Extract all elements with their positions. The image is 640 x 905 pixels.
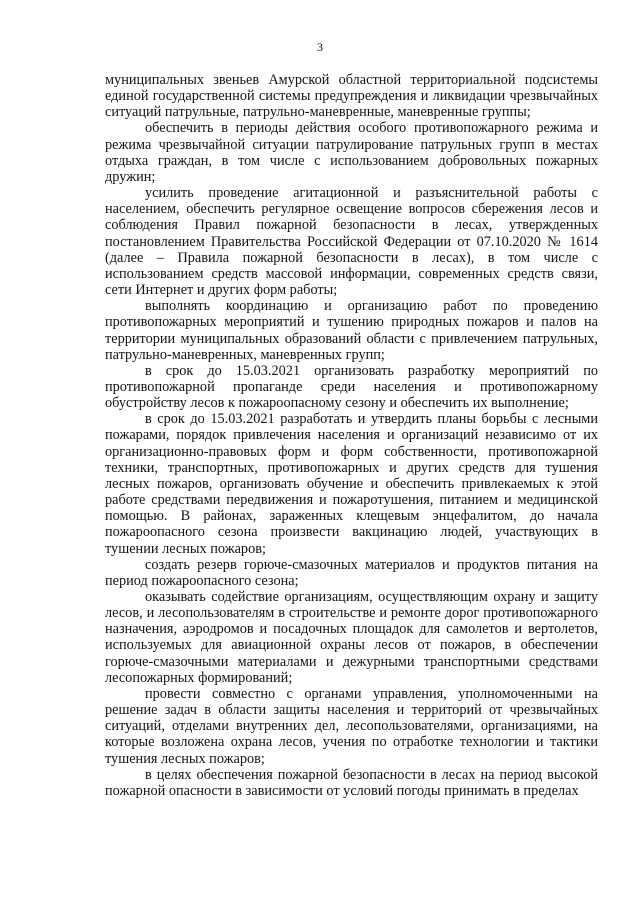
paragraph-2: обеспечить в периоды действия особого противопожарного режима и режима чрезвычайной ситуации патрулирование патрульных групп в местах отдыха граждан, в том числе с использованием добровольных пожарных дружин; — [105, 120, 598, 185]
paragraph-4: выполнять координацию и организацию работ по проведению противопожарных мероприятий и тушению природных пожаров и палов на территории муниципальных образований области с привлечением патрульных, патрульно-маневренных, маневренных групп; — [105, 298, 598, 363]
paragraph-3: усилить проведение агитационной и разъяснительной работы с населением, обеспечить регулярное освещение вопросов сбережения лесов и соблюдения Правил пожарной безопасности в лесах, утвержденных постановлением Правительства Российской Федерации от 07.10.2020 № 1614 (далее – Правила пожарной безопасности в лесах), в том числе с использованием средств массовой информации, современных средств связи, сети Интернет и других форм работы; — [105, 185, 598, 299]
page-number: 3 — [317, 40, 323, 54]
paragraph-8: оказывать содействие организациям, осуществляющим охрану и защиту лесов, и лесопользователям в строительстве и ремонте дорог противопожарного назначения, аэродромов и посадочных площадок для самолетов и вертолетов, используемых для авиационной охраны лесов от пожаров, в обеспечении горюче-смазочными материалами и дежурными транспортными средствами лесопожарных формирований; — [105, 589, 598, 686]
paragraph-6: в срок до 15.03.2021 разработать и утвердить планы борьбы с лесными пожарами, порядок привлечения населения и организаций независимо от их организационно-правовых форм и форм собственности, противопожарной техники, транспортных, противопожарных и других средств для тушения лесных пожаров, организовать обучение и обеспечить привлекаемых к этой работе средствами передвижения и пожаротушения, питанием и медицинской помощью. В районах, зараженных клещевым энцефалитом, до начала пожароопасного сезона произвести вакцинацию людей, участвующих в тушении лесных пожаров; — [105, 411, 598, 557]
paragraph-7: создать резерв горюче-смазочных материалов и продуктов питания на период пожароопасного сезона; — [105, 556, 598, 589]
paragraph-5: в срок до 15.03.2021 организовать разработку мероприятий по противопожарной пропаганде среди населения и противопожарному обустройству лесов к пожароопасному сезону и обеспечить их выполнение; — [105, 362, 598, 412]
paragraph-10: в целях обеспечения пожарной безопасности в лесах на период высокой пожарной опасности в зависимости от условий погоды принимать в пределах — [105, 766, 598, 799]
paragraph-1: муниципальных звеньев Амурской областной территориальной подсистемы единой государственной системы предупреждения и ликвидации чрезвычайных ситуаций патрульные, патрульно-маневренные, маневренные группы; — [105, 72, 598, 121]
document-body — [105, 72, 598, 799]
paragraph-9: провести совместно с органами управления, уполномоченными на решение задач в области защиты населения и территорий от чрезвычайных ситуаций, отделами внутренних дел, лесопользователями, организациями, на которые возложена охрана лесов, учения по отработке технологии и тактики тушения лесных пожаров; — [105, 685, 598, 767]
